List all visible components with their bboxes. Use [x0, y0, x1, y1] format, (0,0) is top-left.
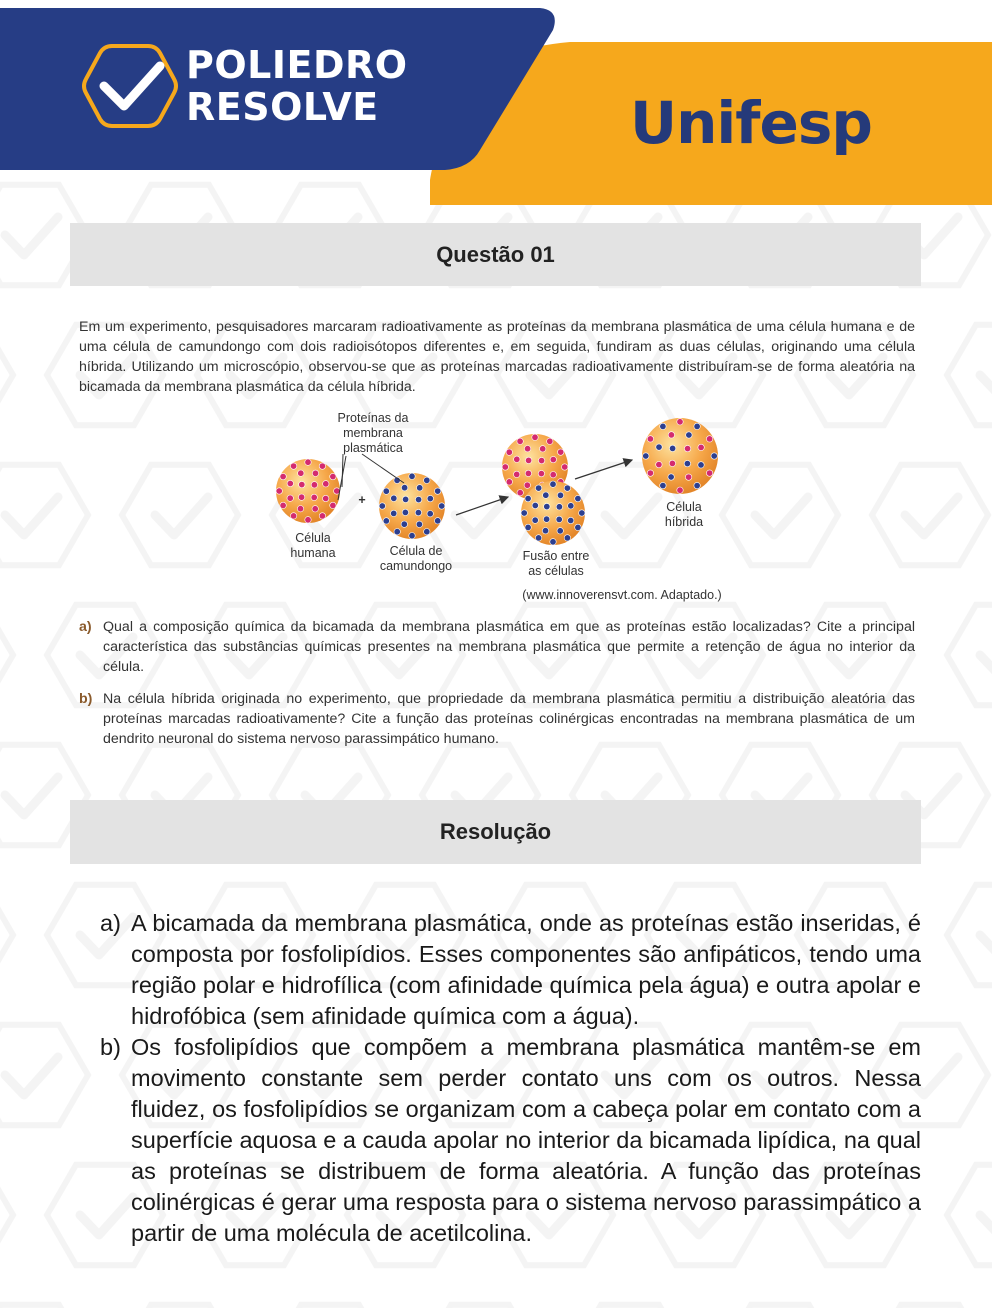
resolution-title: Resolução [439, 819, 552, 844]
resolution-title-bar [70, 800, 921, 864]
university-name: Unifesp [630, 89, 872, 157]
answer-text: Os fosfolipídios que compõem a membrana plasmática mantêm-se em movimento constante sem perder contato uns com os outros. Nessa fluidez, os fosfolipídios se organizam com a cabeça polar em contato com a superfície aquosa e a cauda apolar no interior da bicamada lipídica, na qual as proteínas se distribuem de forma aleatória. A função das proteínas colinérgicas é gerar uma resposta para o sistema nervoso parassimpático a partir de uma molécula de acetilcolina. [131, 1034, 921, 1246]
mouse-cell [379, 473, 445, 539]
arrow-to-fusion [456, 497, 508, 515]
label-mouse-2: camundongo [379, 559, 453, 573]
resolution-answers [100, 908, 921, 1249]
figure-source: (www.innoverensvt.com. Adaptado.) [522, 588, 722, 602]
plus-sign: + [358, 493, 366, 507]
human-cell [276, 459, 340, 523]
answer-item-b [100, 1032, 921, 1249]
label-proteins-1: Proteínas da [337, 411, 409, 425]
label-human-2: humana [290, 546, 336, 560]
item-text: Na célula híbrida originada no experimento, que propriedade da membrana plasmática permitiu a distribuição aleatória das proteínas marcadas radioativamente? Cite a função das proteínas colinérgicas encontradas na membrana plasmática de um dendrito neuronal do sistema nervoso parassimpático humano. [103, 691, 915, 747]
pointer-line-1 [342, 454, 343, 487]
brand-line-2: RESOLVE [186, 85, 379, 129]
hybrid-cell [642, 418, 718, 494]
label-fusion-1: Fusão entre [522, 549, 590, 563]
label-fusion-2: as células [528, 564, 584, 578]
label-human-1: Célula [295, 531, 331, 545]
arrow-to-hybrid [575, 460, 632, 479]
brand-line-1: POLIEDRO [186, 43, 408, 87]
cell-fusion-figure [270, 405, 740, 605]
question-title-bar [70, 223, 921, 286]
brand-name [186, 44, 408, 128]
answer-text: A bicamada da membrana plasmática, onde as proteínas estão inseridas, é composta por fosfolipídios. Esses componentes são anfipáticos, tendo uma região polar e hidrofílica (com afinidade química pela água) e outra apolar e hidrofóbica (sem afinidade química com a água). [131, 910, 921, 1029]
label-hybrid-2: híbrida [664, 515, 704, 529]
label-proteins-2: membrana [343, 426, 403, 440]
fusion-cell-bottom [521, 481, 585, 545]
question-item-a [79, 617, 915, 677]
label-proteins-3: plasmática [343, 441, 403, 455]
answer-letter: a) [100, 910, 121, 936]
item-letter: b) [79, 691, 93, 707]
answer-item-a [100, 908, 921, 1032]
question-item-b [79, 689, 915, 749]
answer-letter: b) [100, 1034, 121, 1060]
item-text: Qual a composição química da bicamada da membrana plasmática em que as proteínas estão localizadas? Cite a principal característica das substâncias químicas presentes na membrana plasmática que permite a retenção de água no interior da célula. [103, 619, 915, 675]
label-hybrid-1: Célula [666, 500, 702, 514]
label-mouse-1: Célula de [389, 544, 443, 558]
header [0, 0, 992, 215]
pointer-line-3 [338, 456, 346, 500]
pointer-line-2 [362, 454, 404, 483]
item-letter: a) [79, 619, 92, 635]
question-items [79, 617, 915, 761]
question-title: Questão 01 [436, 241, 555, 267]
question-statement: Em um experimento, pesquisadores marcaram radioativamente as proteínas da membrana plasmática de uma célula humana e de uma célula de camundongo com dois radioisótopos diferentes e, em seguida, fundiram as duas células, originando uma célula híbrida. Utilizando um microscópio, observou-se que as proteínas marcadas radioativamente distribuíram-se de forma aleatória na bicamada da membrana plasmática da célula híbrida. [79, 319, 915, 395]
